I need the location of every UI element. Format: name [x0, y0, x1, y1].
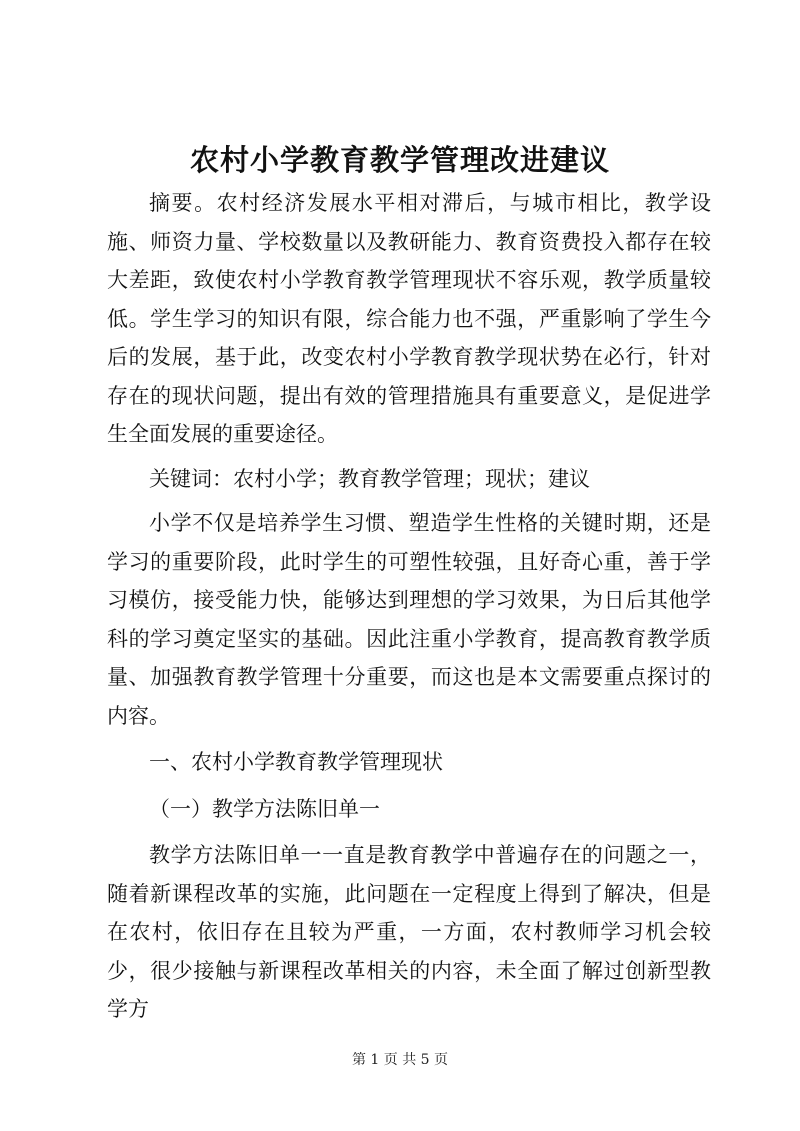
- body-paragraph: 教学方法陈旧单一一直是教育教学中普遍存在的问题之一，随着新课程改革的实施，此问题在一定程度上得到了解决，但是在农村，依旧存在且较为严重，一方面，农村教师学习机会较少，很少接触与新课程改革相关的内容，未全面了解过创新型教学方: [107, 843, 711, 1021]
- section-heading: 一、农村小学教育教学管理现状: [149, 750, 443, 774]
- keywords-paragraph: 关键词：农村小学；教育教学管理；现状；建议: [149, 466, 590, 491]
- intro-paragraph: 小学不仅是培养学生习惯、塑造学生性格的关键时期，还是学习的重要阶段，此时学生的可塑性较强，且好奇心重，善于学习模仿，接受能力快，能够达到理想的学习效果，为日后其他学科的学习奠定坚实的基础。因此注重小学教育，提高教育教学质量、加强教育教学管理十分重要，而这也是本文需要重点探讨的内容。: [107, 511, 711, 728]
- page-footer: 第 1 页 共 5 页: [351, 1052, 449, 1068]
- document-title: 农村小学教育教学管理改进建议: [189, 143, 610, 177]
- abstract-paragraph: 摘要。农村经济发展水平相对滞后，与城市相比，教学设施、师资力量、学校数量以及教研能力、教育资费投入都存在较大差距，致使农村小学教育教学管理现状不容乐观，教学质量较低。学生学习的知识有限，综合能力也不强，严重影响了学生今后的发展，基于此，改变农村小学教育教学现状势在必行，针对存在的现状问题，提出有效的管理措施具有重要意义，是促进学生全面发展的重要途径。: [107, 191, 711, 446]
- document-body: [107, 184, 711, 1029]
- subsection-heading: （一）教学方法陈旧单一: [149, 796, 380, 821]
